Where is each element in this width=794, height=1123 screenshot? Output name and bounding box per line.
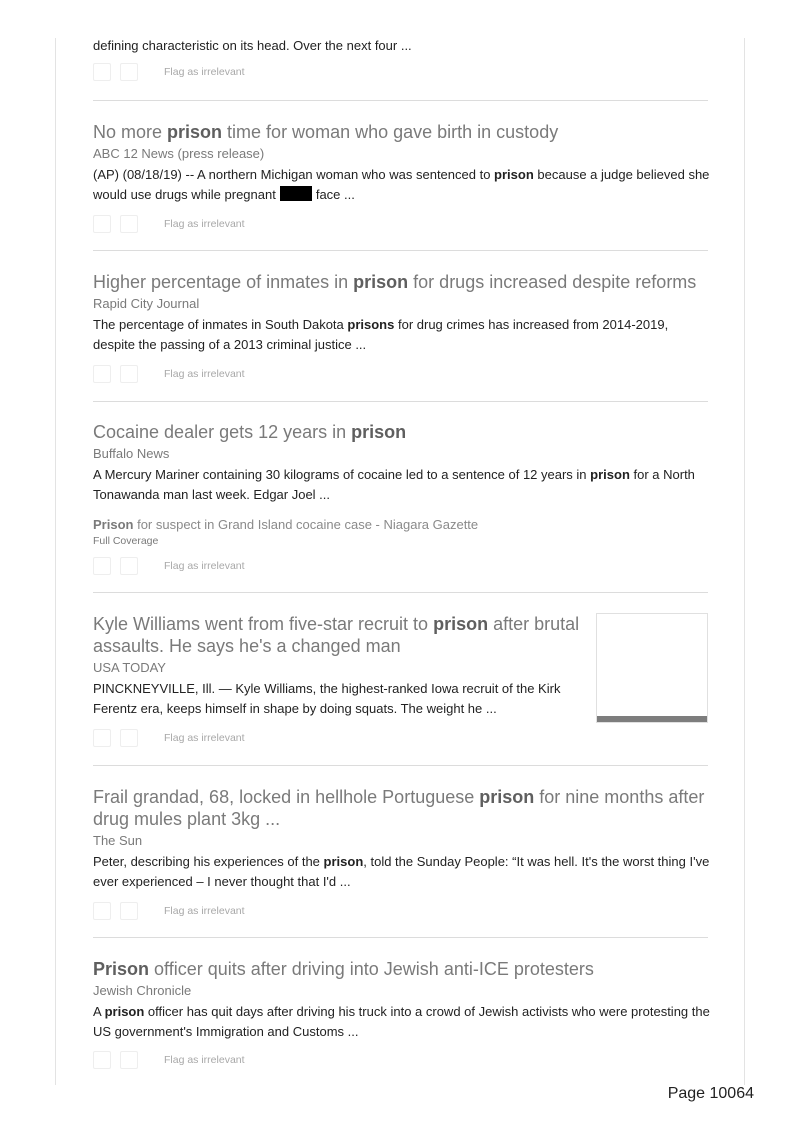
flag-irrelevant-link[interactable]: Flag as irrelevant	[164, 368, 245, 380]
article-title[interactable]: Frail grandad, 68, locked in hellhole Portuguese prison for nine months after drug mules plant 3kg ...	[93, 787, 705, 829]
thumbs-down-checkbox[interactable]	[120, 1051, 138, 1069]
article-title[interactable]: Prison officer quits after driving into Jewish anti-ICE protesters	[93, 959, 594, 979]
divider	[93, 250, 708, 251]
article-title[interactable]: Cocaine dealer gets 12 years in prison	[93, 422, 407, 442]
divider	[93, 765, 708, 766]
article-source: Rapid City Journal	[93, 296, 200, 311]
article-snippet: Peter, describing his experiences of the prison, told the Sunday People: “It was hell. It's the worst thing I've ever experienced – I never thought that I'd ...	[93, 854, 710, 889]
thumbs-up-checkbox[interactable]	[93, 215, 111, 233]
article-title[interactable]: Kyle Williams went from five-star recruit to prison after brutal assaults. He says he's a changed man	[93, 614, 580, 656]
right-margin-line	[744, 38, 745, 1085]
flag-row	[93, 901, 245, 921]
article-title[interactable]: No more prison time for woman who gave birth in custody	[93, 122, 559, 142]
article-snippet: The percentage of inmates in South Dakota prisons for drug crimes has increased from 2014-2019, despite the passing of a 2013 criminal justice ...	[93, 317, 669, 352]
flag-irrelevant-link[interactable]: Flag as irrelevant	[164, 732, 245, 744]
thumbs-down-checkbox[interactable]	[120, 63, 138, 81]
thumbs-down-checkbox[interactable]	[120, 365, 138, 383]
article-snippet: A Mercury Mariner containing 30 kilograms of cocaine led to a sentence of 12 years in prison for a North Tonawanda man last week. Edgar Joel ...	[93, 467, 695, 502]
thumbs-up-checkbox[interactable]	[93, 365, 111, 383]
left-margin-line	[55, 38, 56, 1085]
related-article-link[interactable]: Prison for suspect in Grand Island cocaine case - Niagara Gazette	[93, 517, 479, 532]
flag-row	[93, 556, 245, 576]
flag-irrelevant-link[interactable]: Flag as irrelevant	[164, 905, 245, 917]
article-source: Buffalo News	[93, 446, 170, 461]
thumbnail-bar	[597, 716, 707, 722]
flag-row	[93, 364, 245, 384]
flag-row	[93, 728, 245, 748]
flag-irrelevant-link[interactable]: Flag as irrelevant	[164, 560, 245, 572]
divider	[93, 401, 708, 402]
article-source: Jewish Chronicle	[93, 983, 192, 998]
article-snippet: PINCKNEYVILLE, Ill. — Kyle Williams, the highest-ranked Iowa recruit of the Kirk Ferentz era, keeps himself in shape by doing squats. The weight he ...	[93, 681, 561, 716]
divider	[93, 592, 708, 593]
flag-irrelevant-link[interactable]: Flag as irrelevant	[164, 66, 245, 78]
article-title[interactable]: Higher percentage of inmates in prison for drugs increased despite reforms	[93, 272, 697, 292]
thumbs-down-checkbox[interactable]	[120, 557, 138, 575]
flag-irrelevant-link[interactable]: Flag as irrelevant	[164, 1054, 245, 1066]
thumbs-up-checkbox[interactable]	[93, 63, 111, 81]
thumbs-down-checkbox[interactable]	[120, 215, 138, 233]
article-snippet: A prison officer has quit days after driving his truck into a crowd of Jewish activists who were protesting the US government's Immigration and Customs ...	[93, 1004, 710, 1039]
flag-row	[93, 1050, 245, 1070]
full-coverage-link[interactable]: Full Coverage	[93, 535, 159, 547]
flag-irrelevant-link[interactable]: Flag as irrelevant	[164, 218, 245, 230]
article-source: ABC 12 News (press release)	[93, 146, 265, 161]
article-source: USA TODAY	[93, 660, 166, 675]
flag-row	[93, 62, 245, 82]
article-source: The Sun	[93, 833, 143, 848]
redaction-box	[280, 186, 312, 201]
intro-snippet: defining characteristic on its head. Over the next four ...	[93, 38, 412, 53]
thumbs-up-checkbox[interactable]	[93, 902, 111, 920]
thumbs-up-checkbox[interactable]	[93, 729, 111, 747]
page-number: Page 10064	[667, 1085, 754, 1102]
thumbs-down-checkbox[interactable]	[120, 902, 138, 920]
thumbs-down-checkbox[interactable]	[120, 729, 138, 747]
thumbs-up-checkbox[interactable]	[93, 557, 111, 575]
article-thumbnail[interactable]	[596, 613, 708, 723]
divider	[93, 100, 708, 101]
thumbs-up-checkbox[interactable]	[93, 1051, 111, 1069]
article-snippet: (AP) (08/18/19) -- A northern Michigan woman who was sentenced to prison because a judge believed she would use drugs while pregnant face ...	[93, 167, 710, 202]
divider	[93, 937, 708, 938]
flag-row	[93, 214, 245, 234]
